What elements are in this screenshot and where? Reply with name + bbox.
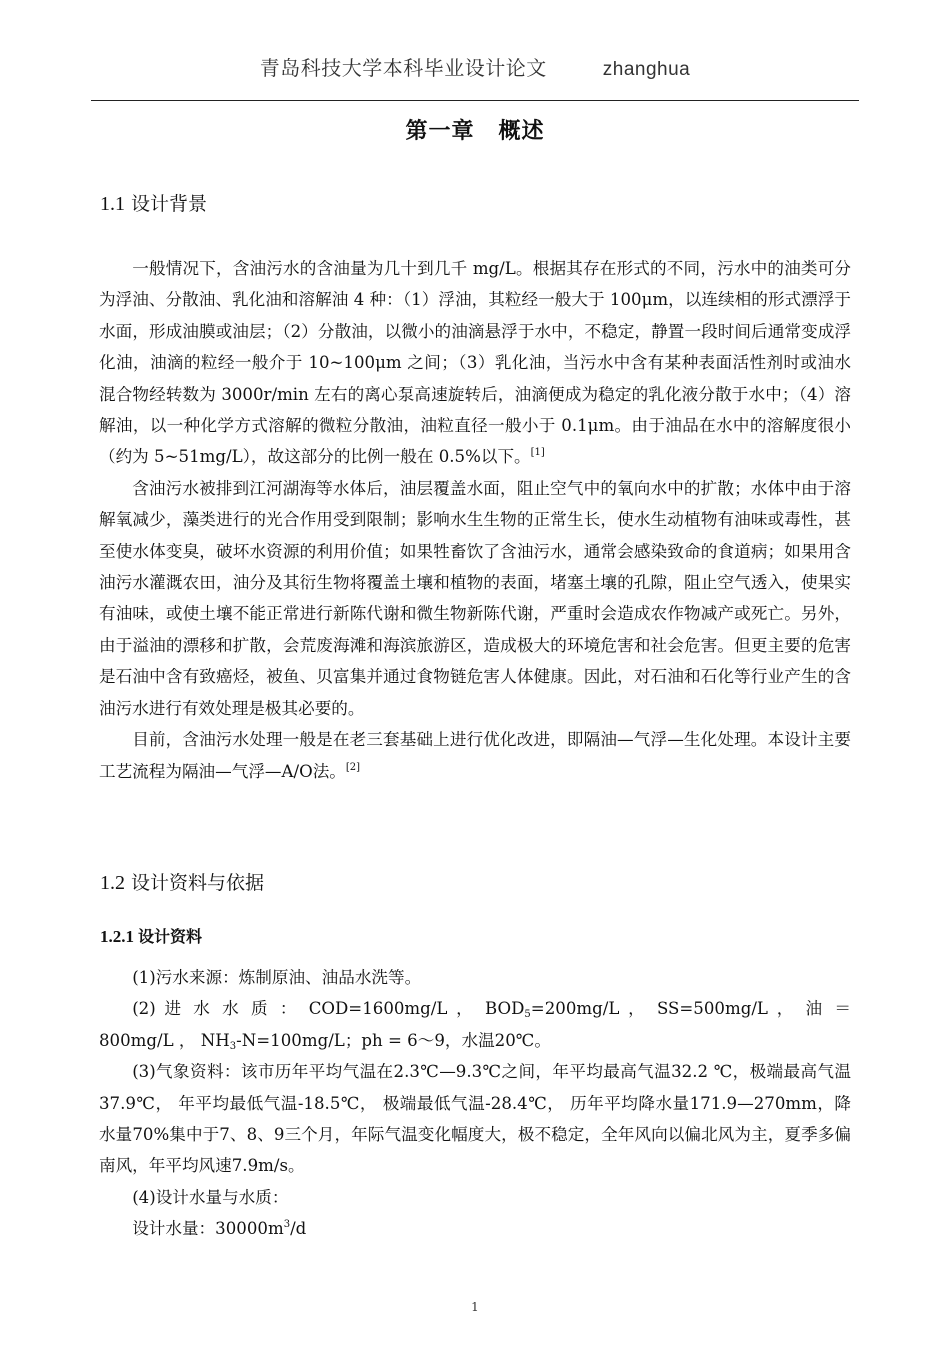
paragraph: 含油污水被排到江河湖海等水体后，油层覆盖水面，阻止空气中的氧向水中的扩散；水体中由于溶解氧减少，藻类进行的光合作用受到限制；影响水生生物的正常生长，使水生动植物有油味或毒性，甚至使水体变臭，破坏水资源的利用价值；如果牲畜饮了含油污水，通常会感染致命的食道病；如果用含油污水灌溉农田，油分及其衍生物将覆盖土壤和植物的表面，堵塞土壤的孔隙，阻止空气透入，使果实有油味，或使土壤不能正常进行新陈代谢和微生物新陈代谢，严重时会造成农作物减产或死亡。另外，由于溢油的漂移和扩散，会荒废海滩和海滨旅游区，造成极大的环境危害和社会危害。但更主要的危害是石油中含有致癌烃，被鱼、贝富集并通过食物链危害人体健康。因此，对石油和石化等行业产生的含油污水进行有效处理是极其必要的。 xyxy=(99,478,851,718)
chapter-name: 概述 xyxy=(498,119,545,144)
paragraph xyxy=(99,724,851,787)
text: -N=100mg/L；ph = 6～9，水温20℃。 xyxy=(236,1030,551,1050)
page-number: 1 xyxy=(471,1300,479,1314)
text: =200mg/L ， SS=500mg/L ， 油 ＝ 800mg/L ， NH xyxy=(99,999,851,1050)
list-item xyxy=(99,993,851,1056)
list-item: (3)气象资料：该市历年平均气温在2.3℃—9.3℃之间，年平均最高气温32.2 ℃，极端最高气温37.9℃， 年平均最低气温-18.5℃， 极端最低气温-28.4℃， 历年平均降水量171.9—270mm，降水量70%集中于7、8、9三个月，年际气温变化幅度大，极不稳定，全年风向以偏北风为主，夏季多偏南风，年平均风速7.9m/s。 xyxy=(99,1062,851,1176)
text: 设计水量：30000m xyxy=(132,1219,284,1239)
subscript: 3 xyxy=(229,1040,237,1052)
paragraph-text: 目前，含油污水处理一般是在老三套基础上进行优化改进，即隔油—气浮—生化处理。本设计主要工艺流程为隔油—气浮—A/O法。 xyxy=(99,730,851,781)
section-title: 设计背景 xyxy=(131,193,208,215)
list-item: (4)设计水量与水质： xyxy=(132,1187,289,1207)
header-rule xyxy=(91,100,859,101)
section-heading-1-2 xyxy=(100,868,264,895)
subsection-heading-1-2-1 xyxy=(100,924,202,947)
paragraph xyxy=(99,253,851,473)
section-1-2-1-body xyxy=(99,962,851,1245)
subsection-title: 设计资料 xyxy=(138,927,203,946)
citation: [1] xyxy=(530,447,545,459)
chapter-number: 第一章 xyxy=(405,119,475,144)
header-author: zhanghua xyxy=(602,59,691,80)
header-title: 青岛科技大学本科毕业设计论文 xyxy=(259,56,547,80)
text: (2) 进 水 水 质 ： COD=1600mg/L ， BOD xyxy=(132,999,525,1019)
section-number: 1.2 xyxy=(100,872,125,894)
text: /d xyxy=(290,1219,307,1239)
paragraph-text: 一般情况下，含油污水的含油量为几十到几千 mg/L。根据其存在形式的不同，污水中的油类可分为浮油、分散油、乳化油和溶解油 4 种：（1）浮油，其粒经一般大于 100μm，以连续相的形式漂浮于水面，形成油膜或油层；（2）分散油，以微小的油滴悬浮于水中，不稳定，静置一段时间后通常变成浮化油，油滴的粒经一般介于 10~100μm 之间；（3）乳化油，当污水中含有某种表面活性剂时或油水混合物经转数为 3000r/min 左右的离心泵高速旋转后，油滴便成为稳定的乳化液分散于水中；（4）溶解油，以一种化学方式溶解的微粒分散油，油粒直径一般小于 0.1μm。由于油品在水中的溶解度很小（约为 5~51mg/L），故这部分的比例一般在 0.5%以下。 xyxy=(99,259,851,467)
list-item: (1)污水来源：炼制原油、油品水洗等。 xyxy=(132,968,422,987)
citation: [2] xyxy=(345,761,361,773)
subsection-number: 1.2.1 xyxy=(100,927,134,946)
list-item xyxy=(99,1213,851,1244)
section-number: 1.1 xyxy=(100,193,125,215)
chapter-title xyxy=(0,114,950,145)
running-header xyxy=(0,52,950,81)
section-1-1-body xyxy=(99,253,851,787)
superscript: 3 xyxy=(283,1219,291,1231)
section-title: 设计资料与依据 xyxy=(131,872,265,894)
subscript: 5 xyxy=(524,1009,531,1021)
section-heading-1-1 xyxy=(100,189,207,216)
